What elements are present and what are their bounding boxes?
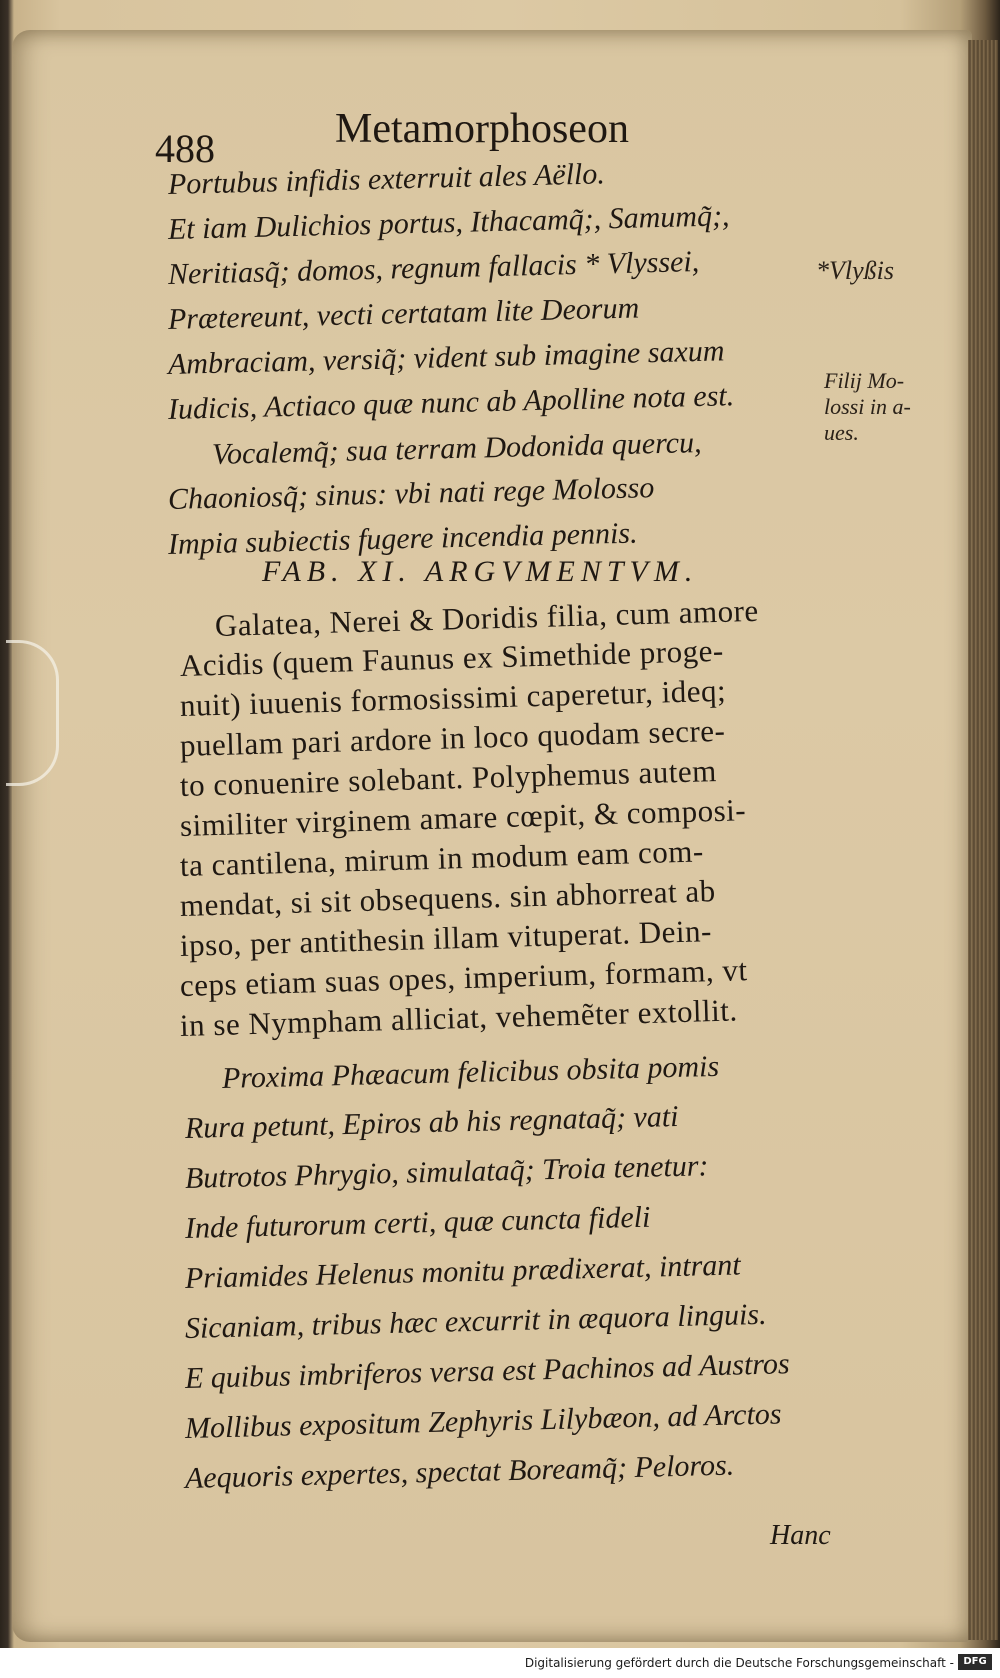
margin-note-line: ues.: [824, 420, 859, 445]
verse-line: Proxima Phæacum felicibus obsita pomis: [221, 1049, 720, 1095]
verse-line: Prætereunt, vecti certatam lite Deorum: [167, 291, 640, 336]
verse-line: Rura petunt, Epiros ab his regnataq̃; vati: [184, 1099, 679, 1145]
section-heading: FAB. XI. ARGVMENTVM.: [262, 555, 699, 588]
argument-line: to conuenire solebant. Polyphemus autem: [179, 753, 718, 803]
verse-line: Mollibus expositum Zephyris Lilybæon, ad Arctos: [184, 1397, 782, 1445]
page-header: [155, 105, 775, 171]
verse-line: Priamides Helenus monitu prædixerat, intrant: [184, 1248, 742, 1295]
argument-line: Galatea, Nerei & Doridis filia, cum amore: [214, 592, 760, 643]
argument-line: Acidis (quem Faunus ex Simethide proge-: [179, 632, 725, 683]
argument-line: in se Nympham alliciat, vehemẽter extollit.: [179, 992, 739, 1043]
verse-line: Et iam Dulichios portus, Ithacamq̃;, Samumq̃;,: [167, 199, 730, 246]
verse-line: Vocalemq̃; sua terram Dodonida quercu,: [211, 426, 702, 471]
digitization-credit: Digitalisierung gefördert durch die Deutsche Forschungsgemeinschaft -: [524, 1656, 954, 1670]
argument-line: similiter virginem amare cœpit, & composi-: [179, 792, 747, 843]
running-title: Metamorphoseon: [335, 106, 629, 152]
verse-line: Sicaniam, tribus hæc excurrit in æquora linguis.: [184, 1297, 767, 1345]
page-edges: [968, 40, 998, 1640]
margin-note-line: Filij Mo-: [824, 368, 905, 393]
argument-line: ipso, per antithesin illam vituperat. Dein-: [179, 913, 713, 963]
argument-line: nuit) iuuenis formosissimi caperetur, ideq;: [179, 672, 727, 723]
argument-line: mendat, si sit obsequens. sin abhorreat ab: [179, 873, 717, 923]
verse-line: Inde futurorum certi, quæ cuncta fideli: [184, 1200, 651, 1245]
verse-line: Neritiasq̃; domos, regnum fallacis * Vlyssei,: [167, 245, 700, 291]
margin-note: *Vlyßis: [816, 256, 894, 285]
verse-line: Iudicis, Actiaco quæ nunc ab Apolline nota est.: [167, 379, 735, 426]
verse-line: E quibus imbriferos versa est Pachinos ad Austros: [184, 1347, 790, 1395]
verse-line: Aequoris expertes, spectat Boreamq̃; Peloros.: [184, 1448, 735, 1495]
verse-line: Impia subiectis fugere incendia pennis.: [167, 516, 638, 561]
argument-line: puellam pari ardore in loco quodam secre-: [179, 712, 726, 763]
catchword: Hanc: [770, 1520, 831, 1551]
verse-line: Chaoniosq̃; sinus: vbi nati rege Molosso: [167, 471, 655, 516]
page-number: 488: [155, 126, 215, 171]
verse-line: Ambraciam, versiq̃; vident sub imagine saxum: [167, 334, 725, 381]
verse-line: Portubus infidis exterruit ales Aëllo.: [167, 157, 606, 201]
argument-line: ceps etiam suas opes, imperium, formam, vt: [179, 952, 748, 1003]
verse-line: Butrotos Phrygio, simulataq̃; Troia tenetur:: [184, 1149, 709, 1195]
dfg-logo: DFG: [958, 1654, 992, 1670]
clasp-mark: [6, 640, 59, 786]
argument-line: ta cantilena, mirum in modum eam com-: [179, 833, 705, 883]
margin-note-line: lossi in a-: [824, 394, 911, 419]
